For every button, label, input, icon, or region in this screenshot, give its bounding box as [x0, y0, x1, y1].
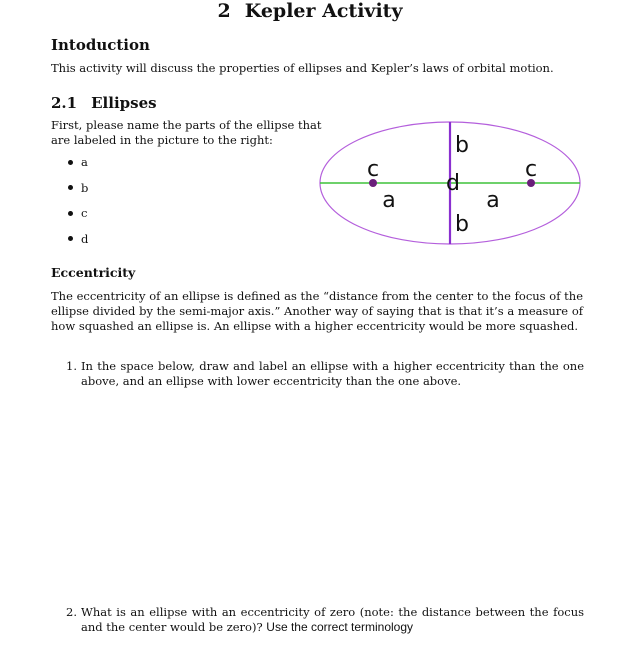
list-item-label: b — [81, 180, 89, 195]
section-title: Kepler Activity — [244, 0, 403, 22]
list-item — [68, 181, 88, 207]
bullet-icon — [68, 160, 73, 165]
list-item — [68, 206, 88, 232]
list-item — [68, 155, 88, 181]
eccentricity-text: The eccentricity of an ellipse is defined as the “distance from the center to the focus of the ellipse divided by the semi-major axis.” Another way of saying that is that it’s a measure of how squashed an ellipse is. An ellipse with a higher eccentricity would be more squashed. — [51, 289, 583, 333]
label-a-right: a — [486, 188, 500, 213]
ellipse-prompt: First, please name the parts of the ellipse that are labeled in the picture to the right: — [51, 118, 322, 147]
introduction-heading: Intoduction — [51, 36, 150, 54]
bullet-icon — [68, 211, 73, 216]
section-number: 2 — [217, 0, 231, 22]
question-body — [81, 605, 584, 635]
eccentricity-heading: Eccentricity — [51, 265, 136, 280]
question-number: 2. — [66, 605, 77, 619]
label-d-center: d — [446, 171, 460, 196]
question-2 — [66, 605, 584, 635]
label-b-top: b — [455, 133, 469, 158]
ellipses-heading — [51, 94, 157, 112]
list-item-label: d — [81, 231, 89, 246]
label-c-right: c — [524, 157, 538, 182]
introduction-text: This activity will discuss the properties of ellipses and Kepler’s laws of orbital motion. — [51, 61, 554, 75]
ellipse-diagram — [316, 118, 586, 248]
bullet-icon — [68, 185, 73, 190]
question-number: 1. — [66, 359, 77, 373]
ellipses-title: Ellipses — [91, 94, 157, 112]
list-item-label: c — [81, 206, 88, 220]
section-heading — [0, 0, 620, 22]
question-1 — [66, 359, 584, 389]
ellipses-number: 2.1 — [51, 94, 78, 112]
question-text: In the space below, draw and label an ellipse with a higher eccentricity than the one above, and an ellipse with lower eccentricity than the one above. — [81, 359, 584, 388]
label-c-left: c — [366, 157, 380, 182]
handwritten-note: Use the correct terminology — [266, 620, 414, 634]
label-b-bottom: b — [455, 212, 469, 237]
list-item-label: a — [81, 155, 88, 169]
ellipse-parts-list — [68, 155, 88, 257]
bullet-icon — [68, 236, 73, 241]
list-item — [68, 232, 88, 258]
label-a-left: a — [382, 188, 396, 213]
question-text: What is an ellipse with an eccentricity of zero (note: the distance between the focus and the center would be zero)? — [81, 605, 584, 634]
